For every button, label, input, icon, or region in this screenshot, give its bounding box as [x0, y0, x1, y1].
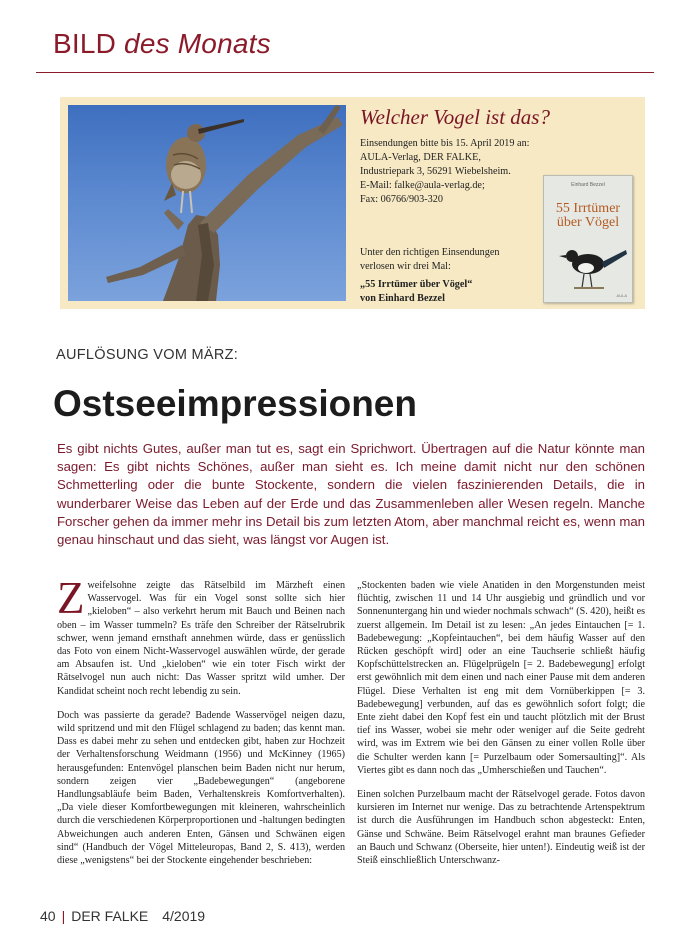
quiz-box: [60, 97, 645, 309]
book-cover: [543, 175, 633, 303]
bird-photo: [68, 105, 346, 301]
section-label-italic: des Monats: [124, 28, 271, 59]
article-kicker: AUFLÖSUNG VOM MÄRZ:: [56, 347, 239, 363]
book-title-line: über Vögel: [556, 215, 620, 230]
raffle-line: verlosen wir drei Mal:: [360, 261, 451, 272]
page-number: 40: [40, 908, 56, 924]
paragraph: „Stockenten baden wie viele Anatiden in den Morgenstunden meist flüchtig, zwischen 11 und 14 Uhr ausgiebig und gründlich und vor Sonnenuntergang hin und wieder nochmals schwach“ (S. 420), heißt es zuerst allgemein. Im Detail ist zu lesen: „An jedes Eintauchen [= 1. Badebewegung: „Kopfeintauchen“, bei dem häufig Wasser auf den Rücken geschöpft wird] oder an eine Tauchserie schließt häufig Kopfschüttelstrecken an. Flügelprügeln [= 2. Badebewegung] erfolgt erst gewöhnlich mit dem einen und nach einer Pause mit dem anderen Flügel. Diese Verhalten ist eng mit dem Vornüberkippen [= 3. Badebewegung] verbunden, auf das es gewöhnlich sofort folgt; die Ente zieht dabei den Kopf fest ein und taucht plötzlich mit der Brust tief ins Wasser, wobei sie mehr oder weniger auf die Seite gedreht wird, was im Extrem wie bei den Gänsen zu einer vollen Rolle über die Schulter werden kann [= Purzelbaum oder Somersaulting]“. Als Viertes gibt es dann noch das „Umherschießen und Tauchen“.: [357, 580, 645, 776]
book-author: Einhard Bezzel: [571, 182, 605, 188]
book-publisher: AULA: [616, 293, 627, 298]
section-header: [53, 28, 271, 60]
paragraph: Einen solchen Purzelbaum macht der Rätselvogel gerade. Fotos davon kursieren im Internet nur wenige. Das zu betrachtende Artenspektrum ist durch die Ausführungen im Handbuch schon abgesteckt: Enten, Gänse und Schwäne. Beim Rätselvogel erahnt man braunes Gefieder an Bauch und Schwanz (Oberseite, hier unten!). Eindeutig weiß ist der Steiß einschließlich Unterschwanz-: [357, 789, 645, 867]
article-headline: Ostseeimpressionen: [53, 383, 417, 424]
paragraph-text: weifelsohne zeigte das Rätselbild im Märzheft einen Wasservogel. Was für ein Vogel sonst sollte sich hier „kieloben“ – also verkehrt herum mit Bauch und Beinen nach oben – im Wasser tummeln? Es träfe den Schreiber der Rätselrubrik schwer, wenn jemand ernsthaft annehmen würde, dass er genüsslich das Foto von einem Nicht-Wasservogel auswählen würde, der gerade am Absaufen ist. Und „kieloben“ wie ein toter Fisch wirkt der Rätselvogel nun auch nicht: Das Wasser spritzt wild umher. Der Kandidat scheint noch recht lebendig zu sein.: [57, 580, 345, 697]
footer-divider: |: [61, 908, 66, 924]
address-line: Industriepark 3, 56291 Wiebelsheim.: [360, 166, 511, 177]
quiz-title: Welcher Vogel ist das?: [360, 105, 550, 129]
magpie-illustration: [544, 176, 632, 302]
header-divider: [36, 72, 654, 73]
prize-line: von Einhard Bezzel: [360, 293, 445, 304]
quiz-prize-book: [360, 278, 472, 306]
address-line: Fax: 06766/903-320: [360, 194, 443, 205]
article-lead: Es gibt nichts Gutes, außer man tut es, sagt ein Sprichwort. Übertragen auf die Natur könnte man sagen: Es gibt nichts Schönes, außer man sieht es. Ich meine damit nicht nur den schönen Schmetterling oder die bunte Stockente, sondern die vielen faszinierenden Details, die in wunderbarer Weise das Leben auf der Erde und das Zusammenleben aller Wesen regeln. Manche Forscher gehen da immer mehr ins Detail bis zum letzten Atom, aber manchmal reicht es, wenn man genau hinschaut und das sieht, was längst vor Augen ist.: [57, 441, 645, 548]
section-label: BILD: [53, 28, 117, 59]
bird-on-branch-illustration: [68, 105, 346, 301]
address-line: Einsendungen bitte bis 15. April 2019 an:: [360, 138, 530, 149]
article-column-left: [57, 573, 345, 878]
paragraph: [57, 573, 345, 698]
issue-number: 4/2019: [162, 908, 206, 924]
prize-line: „55 Irrtümer über Vögel“: [360, 279, 473, 290]
raffle-line: Unter den richtigen Einsendungen: [360, 247, 500, 258]
address-line: AULA-Verlag, DER FALKE,: [360, 152, 481, 163]
quiz-address: [360, 137, 530, 207]
quiz-raffle: [360, 246, 499, 274]
article-column-right: [357, 579, 645, 878]
magazine-name: DER FALKE: [71, 908, 149, 924]
paragraph: Doch was passierte da gerade? Badende Wasservögel neigen dazu, wild spritzend und mit den Flügel schlagend zu baden; das kennt man. Dass es dabei mehr zu sehen und entdecken gibt, haben zur Hochzeit der Verhaltensforschung Weidmann (1956) und McKinney (1965) herausgefunden: Entenvögel planschen beim Baden nicht nur herum, sondern zeigen vier „Badebewegungen“ (angeborene Handlungsabläufe beim Baden, Verhaltenskreis Komfortverhalten). „Da viele dieser Komfortbewegungen mit kleineren, wahrscheinlich durch die verschiedenen Körperproportionen und -haltungen bedingten Abweichungen auch anderen Enten, Gänsen und Schwänen eigen sind“ (Handbuch der Vögel Mitteleuropas, Band 2, S. 413), werden diese „wenigstens“ bei der Stockente eingehender beschrieben:: [57, 709, 345, 867]
book-title-line: 55 Irrtümer: [555, 201, 621, 216]
drop-cap: Z: [57, 573, 85, 623]
address-line: E-Mail: falke@aula-verlag.de;: [360, 180, 485, 191]
page-footer: [40, 908, 205, 924]
